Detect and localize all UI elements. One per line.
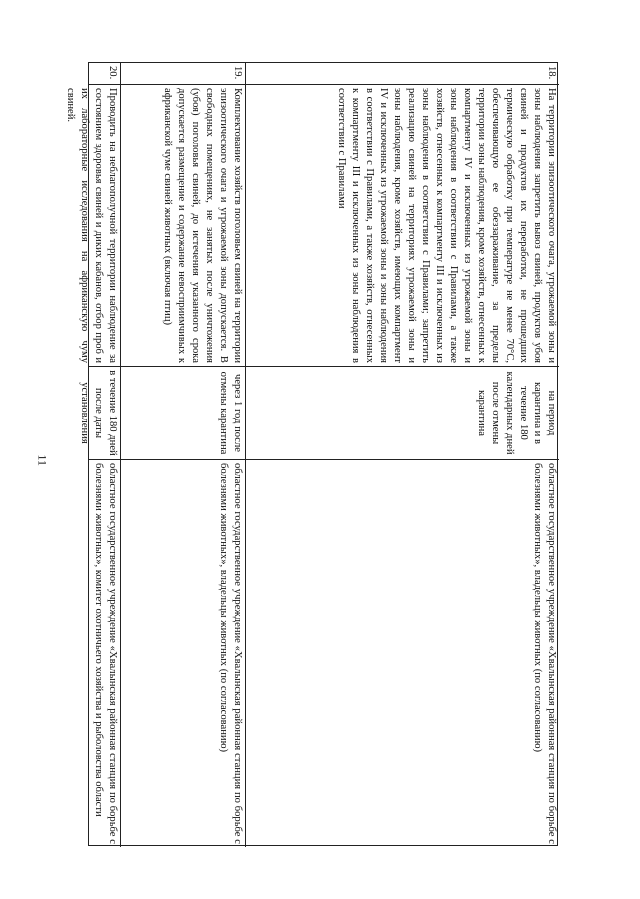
row-term: в течение 180 дней после даты установления	[89, 367, 120, 460]
page-number: 11	[35, 454, 50, 467]
row-action: Комплектование хозяйств поголовьем свиней на территории эпизоотического очага и угрожаемой зоны допускается. В свободных помещениях, не занятых после уничтожения (убоя) поголовья свиней, до истечения указанного срока допускается размещение и содержание невосприимчивых к африканской чуме свиней животных (включая птиц)	[121, 85, 245, 367]
row-responsible: областное государственное учреждение «Хвалынская районная станция по борьбе с болезнями животных», комитет охотничьего хозяйства и рыболовства области	[93, 463, 118, 844]
row-term: через 1 год после отмены карантина	[121, 367, 245, 460]
row-number: 18.	[246, 63, 559, 85]
row-responsible: областное государственное учреждение «Хвалынская районная станция по борьбе с болезнями животных», владельцы животных (по согласованию)	[218, 463, 243, 844]
table-row	[120, 63, 245, 847]
row-action: Проводить на неблагополучной территории наблюдение за состоянием здоровья свиней и диких кабанов, отбор проб и их лабораторные исследования на африканскую чуму свиней.	[89, 85, 120, 367]
row-term: на период карантина и в течение 180 календарных дней после отмены карантина	[246, 367, 559, 460]
row-responsible: областное государственное учреждение «Хвалынская районная станция по борьбе с болезнями животных», владельцы животных (по согласованию)	[532, 463, 557, 844]
table-body	[65, 63, 559, 847]
table-row	[65, 63, 120, 847]
row-number: 19.	[121, 63, 245, 85]
measures-table	[65, 62, 558, 846]
table-row	[245, 63, 559, 847]
row-action: На территории эпизоотического очага, угрожаемой зоны и зоны наблюдения запретить вывоз свиней, продуктов убоя свиней и продуктов их переработки, не прошедших термическую обработку при температуре не менее 70°С, обеспечивающую ее обеззараживание, за пределы территории зоны наблюдения, кроме хозяйств, отнесенных к компартменту IV и исключенных из угрожаемой зоны и зоны наблюдения в соответствии с Правилами, а также хозяйств, отнесенных к компартменту III и исключенных из зоны наблюдения в соответствии с Правилами; запретить реализацию свиней на территориях угрожаемой зоны и зоны наблюдения, кроме хозяйств, имеющих компартмент IV и исключенных из угрожаемой зоны и зоны наблюдения в соответствии с Правилами, а также хозяйств, отнесенных к компартменту III и исключенных из зоны наблюдения в соответствии с Правилами	[246, 85, 559, 367]
row-number: 20.	[89, 63, 120, 85]
